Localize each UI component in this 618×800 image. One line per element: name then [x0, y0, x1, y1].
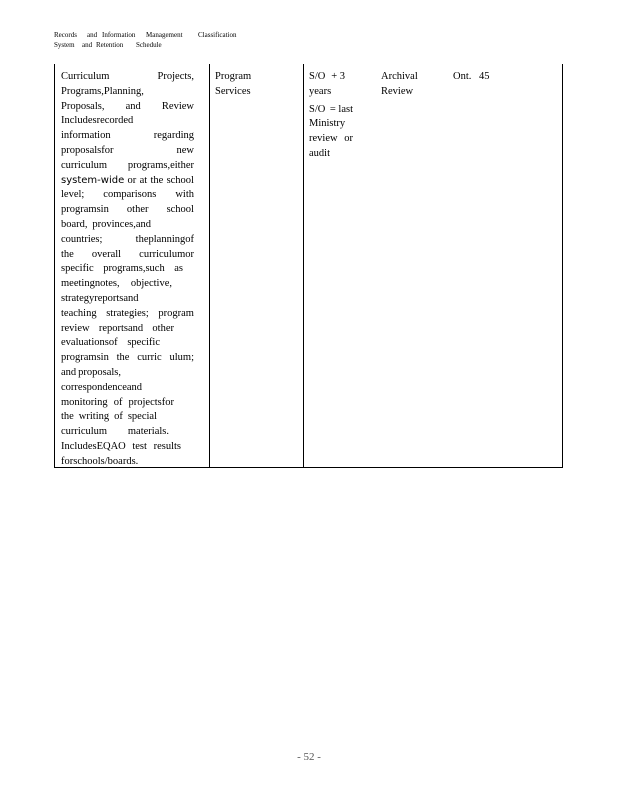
desc-line: teaching strategies; program	[61, 307, 194, 319]
retention-line: Ministry	[309, 118, 346, 130]
disposition-line: Archival	[381, 71, 418, 82]
description-cell	[61, 70, 194, 470]
desc-line: Proposals, and Review	[61, 100, 194, 112]
desc-line: level; comparisons with	[61, 189, 194, 201]
authority-text: Ont.	[453, 71, 472, 82]
header-word: Classification	[198, 31, 237, 39]
desc-line: and proposals,	[61, 366, 121, 378]
desc-line: programsin other school	[61, 204, 194, 216]
document-header	[54, 30, 254, 50]
header-word: System	[54, 41, 75, 49]
desc-line: IncludesEQAO test results	[61, 440, 181, 452]
retention-line: S/O + 3	[309, 71, 345, 82]
desc-line: Curriculum Projects,	[61, 71, 194, 82]
desc-line: meetingnotes, objective,	[61, 278, 172, 290]
header-word: Schedule	[136, 41, 162, 49]
header-word: and	[82, 41, 93, 49]
header-line-1	[54, 30, 254, 40]
retention-line: audit	[309, 147, 330, 159]
page-number: - 52 -	[297, 751, 321, 763]
authority-number: 45	[479, 71, 490, 82]
retention-line: years	[309, 85, 332, 97]
office-line: Program	[215, 71, 252, 82]
desc-line: correspondenceand	[61, 381, 143, 393]
desc-line: specific programs,such as	[61, 263, 183, 275]
desc-line: system-wide or at the school	[61, 174, 194, 186]
column-divider	[562, 64, 563, 468]
desc-line: Includesrecorded	[61, 115, 134, 127]
desc-line: strategyreportsand	[61, 292, 139, 304]
column-divider	[54, 64, 55, 468]
desc-line: the writing of special	[61, 411, 157, 423]
desc-line: for schools/boards.	[61, 455, 139, 467]
column-divider	[209, 64, 210, 468]
desc-line: board, provinces,and	[61, 218, 151, 230]
desc-line: the overall curriculumor	[61, 248, 194, 260]
desc-line: evaluationsof specific	[61, 337, 160, 349]
retention-table	[54, 64, 562, 468]
authority-cell	[453, 70, 490, 85]
header-word: Retention	[96, 41, 124, 49]
desc-line: countries; theplanningof	[61, 233, 194, 245]
desc-line: programsin the curric ulum;	[61, 352, 194, 364]
desc-line: review reportsand other	[61, 322, 174, 334]
header-word: and	[87, 31, 98, 39]
desc-line: monitoring of projectsfor	[61, 396, 174, 408]
desc-line: curriculum programs,either	[61, 159, 194, 171]
disposition-line: Review	[381, 85, 414, 97]
disposition-cell	[381, 70, 418, 100]
header-word: Information	[102, 31, 136, 39]
header-line-2	[54, 40, 254, 50]
office-cell	[215, 70, 251, 100]
header-word: Management	[146, 31, 183, 39]
desc-line: Programs,Planning,	[61, 85, 144, 97]
header-word: Records	[54, 31, 77, 39]
retention-line: S/O = last	[309, 103, 353, 115]
column-divider	[303, 64, 304, 468]
office-line: Services	[215, 85, 251, 97]
retention-cell	[309, 70, 353, 162]
desc-line: proposalsfor new	[61, 144, 194, 156]
desc-line: information regarding	[61, 130, 194, 142]
desc-line: curriculum materials.	[61, 426, 169, 438]
retention-line: review or	[309, 133, 353, 145]
